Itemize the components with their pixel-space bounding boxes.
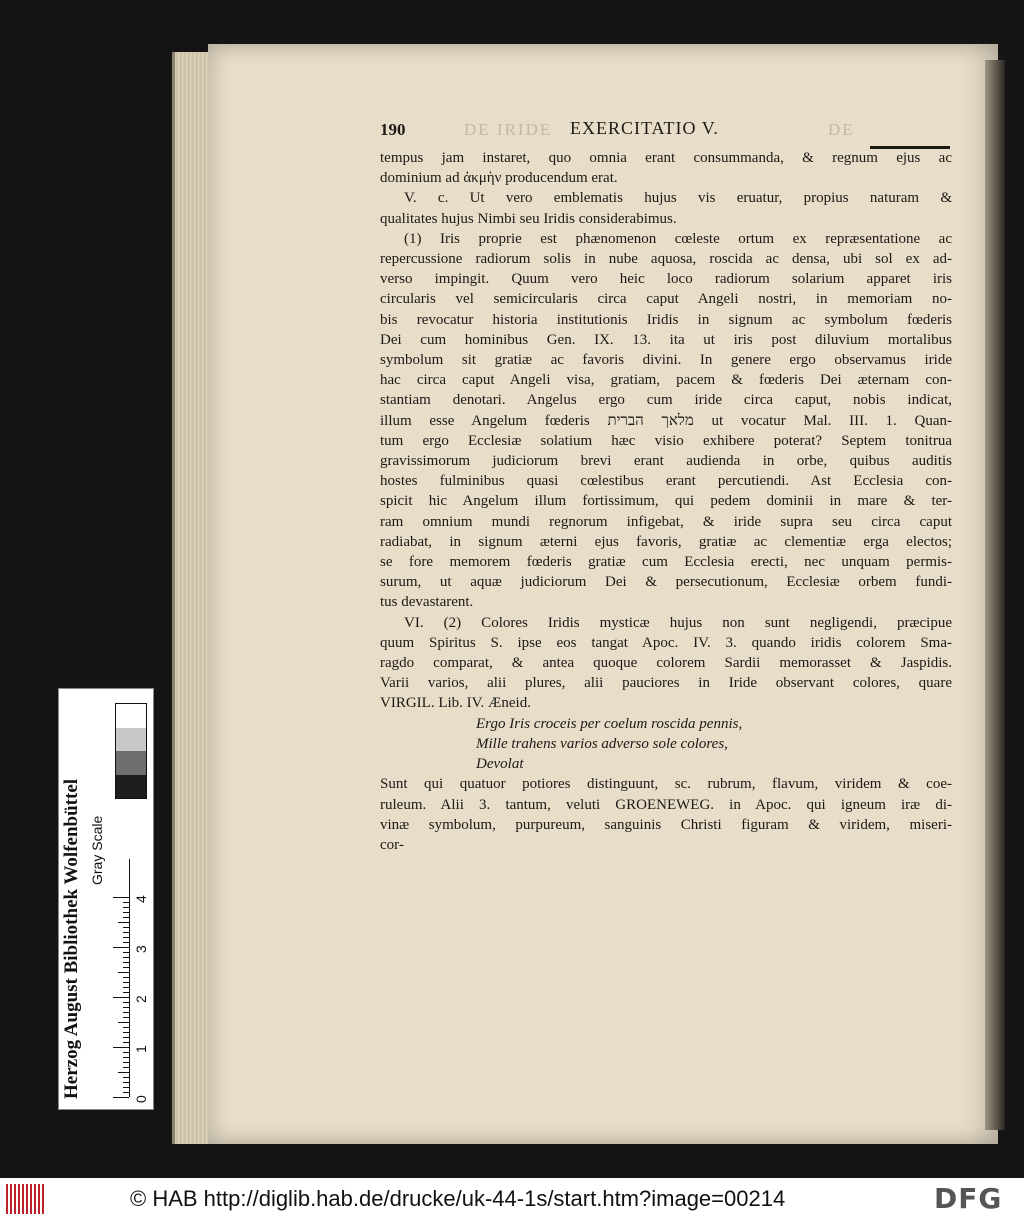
- ruler-tick: [118, 972, 129, 973]
- catchword: cor-: [380, 836, 404, 853]
- body-text-continued: [380, 774, 952, 835]
- ruler-number: 4: [133, 895, 149, 903]
- ruler-tick: [123, 1037, 129, 1038]
- text-line: Sunt qui quatuor potiores distinguunt, sc. rubrum, flavum, viridem & coe-: [380, 776, 952, 793]
- page-header: [380, 118, 952, 148]
- ruler-tick: [123, 982, 129, 983]
- text-line: ragdo comparat, & antea quoque colorem Sardii memorasset & Jaspidis.: [380, 655, 952, 672]
- ruler-tick: [113, 947, 129, 948]
- ruler-tick: [123, 902, 129, 903]
- ruler-tick: [123, 1092, 129, 1093]
- body-text: [380, 148, 952, 714]
- text-line: verso impingit. Quum vero heic loco radiorum solarium apparet iris: [380, 271, 952, 288]
- text-line: ruleum. Alii 3. tantum, veluti GROENEWEG. in Apoc. qui igneum iræ di-: [380, 796, 952, 813]
- ruler-tick: [113, 1097, 129, 1098]
- show-through-text-right: DE: [828, 120, 855, 139]
- ruler-tick: [113, 997, 129, 998]
- verse-line: Ergo Iris croceis per coelum roscida pennis,: [476, 715, 743, 732]
- text-line: V. c. Ut vero emblematis hujus vis eruatur, propius naturam &: [404, 190, 952, 207]
- ruler-tick: [118, 1022, 129, 1023]
- running-head: EXERCITATIO V.: [570, 118, 719, 138]
- header-rule: [870, 146, 950, 149]
- gray-swatches: [115, 703, 147, 799]
- text-line: (1) Iris proprie est phænomenon cœleste ortum ex repræsentatione ac: [404, 230, 952, 247]
- ruler-tick: [113, 897, 129, 898]
- ruler-tick: [123, 1077, 129, 1078]
- ruler-tick: [123, 1027, 129, 1028]
- ruler-tick: [123, 912, 129, 913]
- ruler: [107, 859, 149, 1103]
- text-line: qualitates hujus Nimbi seu Iridis considerabimus.: [380, 210, 677, 227]
- text-line: VIRGIL. Lib. IV. Æneid.: [380, 695, 531, 712]
- text-line: Dei cum hominibus Gen. IX. 13. ita ut iris post diluvium mortalibus: [380, 331, 952, 348]
- ruler-tick: [123, 1067, 129, 1068]
- ruler-tick: [123, 1082, 129, 1083]
- ruler-tick: [123, 1012, 129, 1013]
- ruler-tick: [123, 1057, 129, 1058]
- text-line: radiabat, in signum æterni ejus favoris, gratiæ ac clementiæ erga electos;: [380, 533, 952, 550]
- text-line: ram omnium mundi regnorum infigebat, & iride supra seu circa caput: [380, 513, 952, 530]
- text-line: tus devastarent.: [380, 594, 474, 611]
- ruler-tick: [123, 1017, 129, 1018]
- ruler-number: 3: [133, 945, 149, 953]
- ruler-tick: [123, 927, 129, 928]
- text-line: se fore memorem fœderis gratiæ cum Ecclesia erecti, nec unquam permis-: [380, 554, 952, 571]
- gray-swatch: [116, 704, 146, 728]
- text-line: dominium ad ἀκμὴν producendum erat.: [380, 170, 618, 187]
- text-line: hac circa caput Angeli visa, gratiam, pacem & fœderis Dei æternam con-: [380, 372, 952, 389]
- ruler-tick: [118, 922, 129, 923]
- ruler-tick: [118, 1072, 129, 1073]
- ruler-tick: [123, 942, 129, 943]
- text-line: gravissimorum judiciorum brevi erant audienda in orbe, quibus auditis: [380, 453, 952, 470]
- ruler-tick: [123, 932, 129, 933]
- text-line: bis revocatur historia institutionis Iridis in signum ac symbolum fœderis: [380, 311, 952, 328]
- verse-line: Mille trahens varios adverso sole colores,: [476, 735, 728, 752]
- text-line: stantiam denotari. Angelus ergo cum iride circa caput, nobis indicat,: [380, 392, 952, 409]
- text-line: tempus jam instaret, quo omnia erant consummanda, & regnum ejus ac: [380, 150, 952, 166]
- verse-quotation: [380, 714, 952, 775]
- gray-swatch: [116, 728, 146, 752]
- text-line: surum, ut aquæ judiciorum Dei & persecutionum, Ecclesiæ orbem fundi-: [380, 574, 952, 591]
- ruler-tick: [123, 1042, 129, 1043]
- ruler-tick: [123, 937, 129, 938]
- text-line: symbolum sit gratiæ ac favoris divini. In genere ergo observamus iride: [380, 352, 952, 369]
- ruler-number: 1: [133, 1045, 149, 1053]
- ruler-tick: [123, 1062, 129, 1063]
- gray-swatch: [116, 751, 146, 775]
- ruler-number: 2: [133, 995, 149, 1003]
- ruler-tick: [123, 1002, 129, 1003]
- ruler-number: 0: [133, 1095, 149, 1103]
- text-line: hostes fulminibus quasi cœlestibus erant percutiendi. Ast Ecclesia con-: [380, 473, 952, 490]
- text-line: vinæ symbolum, purpureum, sanguinis Christi figuram & viridem, miseri-: [380, 816, 952, 833]
- footer-citation: © HAB http://diglib.hab.de/drucke/uk-44-1s/start.htm?image=00214: [130, 1186, 786, 1211]
- show-through-text: DE IRIDE: [464, 120, 553, 139]
- footer-bar: [0, 1178, 1024, 1220]
- ruler-tick: [123, 1052, 129, 1053]
- gray-scale-label: Gray Scale: [89, 815, 105, 885]
- ruler-tick: [123, 952, 129, 953]
- ruler-tick: [123, 987, 129, 988]
- ruler-tick: [123, 1087, 129, 1088]
- text-line: illum esse Angelum fœderis מלאך הברית ut vocatur Mal. III. 1. Quan-: [380, 412, 952, 429]
- dfg-logo: DFG: [934, 1182, 1003, 1215]
- text-line: VI. (2) Colores Iridis mysticæ hujus non sunt negligendi, præcipue: [404, 614, 952, 631]
- text-line: circularis vel semicircularis circa caput Angeli nostri, in memoriam no-: [380, 291, 952, 308]
- text-line: tum ergo Ecclesiæ solatium hæc visio exhibere poterat? Septem tonitrua: [380, 432, 952, 449]
- ruler-tick: [123, 977, 129, 978]
- ruler-tick: [123, 907, 129, 908]
- text-line: repercussione radiorum solis in nube aquosa, roscida ac densa, ubi sol ex ad-: [380, 251, 952, 268]
- ruler-tick: [123, 962, 129, 963]
- gray-swatch: [116, 775, 146, 799]
- text-line: spicit hic Angelum illum fortissimum, qui pedem dominii in mare & ter-: [380, 493, 952, 510]
- institution-label: Herzog August Bibliothek Wolfenbüttel: [61, 778, 82, 1099]
- page-number: 190: [380, 120, 406, 139]
- ruler-tick: [123, 967, 129, 968]
- ruler-tick: [123, 917, 129, 918]
- ruler-tick: [123, 957, 129, 958]
- verse-line: Devolat: [476, 756, 524, 773]
- color-scale-card: [58, 688, 154, 1110]
- ruler-tick: [113, 1047, 129, 1048]
- page-text: [380, 118, 952, 855]
- text-line: Varii varios, alii plures, alii pauciores in Iride observant colores, quare: [380, 675, 952, 692]
- page-gutter-shadow: [985, 60, 1005, 1130]
- ruler-tick: [123, 1032, 129, 1033]
- ruler-tick: [123, 1007, 129, 1008]
- text-line: quum Spiritus S. ipse eos tangat Apoc. IV. 3. quando iridis colorem Sma-: [380, 634, 952, 651]
- ruler-tick: [123, 992, 129, 993]
- hab-logo-icon: [6, 1184, 48, 1214]
